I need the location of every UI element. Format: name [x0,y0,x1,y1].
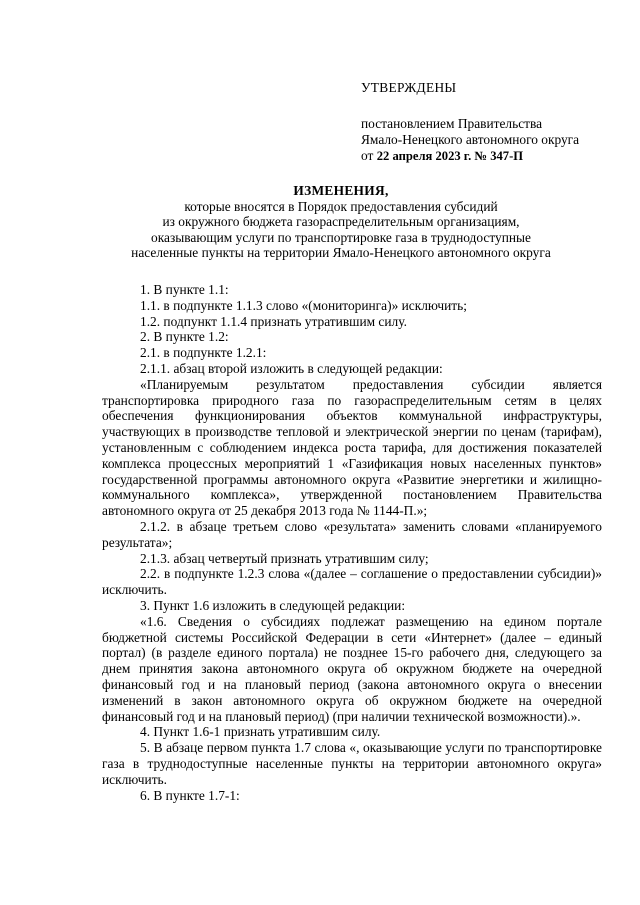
document-title: ИЗМЕНЕНИЯ, [293,183,389,198]
approval-date-prefix: от [361,148,377,163]
paragraph: 4. Пункт 1.6-1 признать утратившим силу. [140,724,381,740]
paragraph: 5. В абзаце первом пункта 1.7 слова «, оказывающие услуги по транспортировке газа в труднодоступные населенные пункты на территории автономного округа» исключить. [102,740,602,787]
approval-stamp [361,80,621,164]
approval-heading: УТВЕРЖДЕНЫ [361,80,457,95]
document-body [102,282,602,803]
paragraph: «1.6. Сведения о субсидиях подлежат размещению на едином портале бюджетной системы Российской Федерации в сети «Интернет» (далее – единый портал) (в разделе единого портала) не позднее 15-го рабочего дня, следующего за днем принятия закона автономного округа об окружном бюджете на очередной финансовый год и на плановый период (закона автономного округа о внесении изменений в закон автономного округа об окружном бюджете на очередной финансовый год и на плановый период) (при наличии технической возможности).». [102,613,602,724]
approval-date-value: 22 апреля 2023 г. № 347-П [376,149,524,163]
paragraph: 1.1. в подпункте 1.1.3 слово «(мониторинга)» исключить; [140,297,467,313]
paragraph: 1. В пункте 1.1: [140,282,229,297]
approval-line-2: Ямало-Ненецкого автономного округа [361,132,580,147]
document-subtitle-line-4: населенные пункты на территории Ямало-Ненецкого автономного округа [131,245,551,261]
paragraph: 1.2. подпункт 1.1.4 признать утратившим силу. [140,313,407,329]
paragraph: 6. В пункте 1.7-1: [140,787,240,803]
paragraph: 3. Пункт 1.6 изложить в следующей редакции: [140,597,406,613]
document-title-block [100,183,582,261]
document-subtitle-line-2: из окружного бюджета газораспределительным организациям, [162,214,520,230]
paragraph: 2.1.2. в абзаце третьем слово «результата» заменить словами «планируемого результата»; [102,518,602,550]
paragraph: 2.1.3. абзац четвертый признать утратившим силу; [140,550,429,566]
document-subtitle-line-1: которые вносятся в Порядок предоставления субсидий [184,198,498,214]
document-subtitle-line-3: оказывающим услуги по транспортировке газа в труднодоступные [151,229,531,245]
paragraph: 2.1.1. абзац второй изложить в следующей редакции: [140,360,443,376]
paragraph: «Планируемым результатом предоставления субсидии является транспортировка природного газа по газораспределительным сетям в целях обеспечения функционирования объектов коммунальной инфраструктуры, участвующих в производстве тепловой и электрической энергии по ценам (тарифам), установленным с соблюдением индекса роста тарифа, для достижения показателей комплекса процессных мероприятий 1 «Газификация новых населенных пунктов» государственной программы автономного округа «Развитие энергетики и жилищно-коммунального комплекса», утвержденной постановлением Правительства автономного округа от 25 декабря 2013 года № 1144-П.»; [102,376,602,519]
paragraph: 2. В пункте 1.2: [140,329,229,345]
paragraph: 2.2. в подпункте 1.2.3 слова «(далее – соглашение о предоставлении субсидии)» исключить. [102,566,602,598]
paragraph: 2.1. в подпункте 1.2.1: [140,345,267,361]
approval-line-1: постановлением Правительства [361,116,543,131]
approval-date-line [361,148,621,164]
